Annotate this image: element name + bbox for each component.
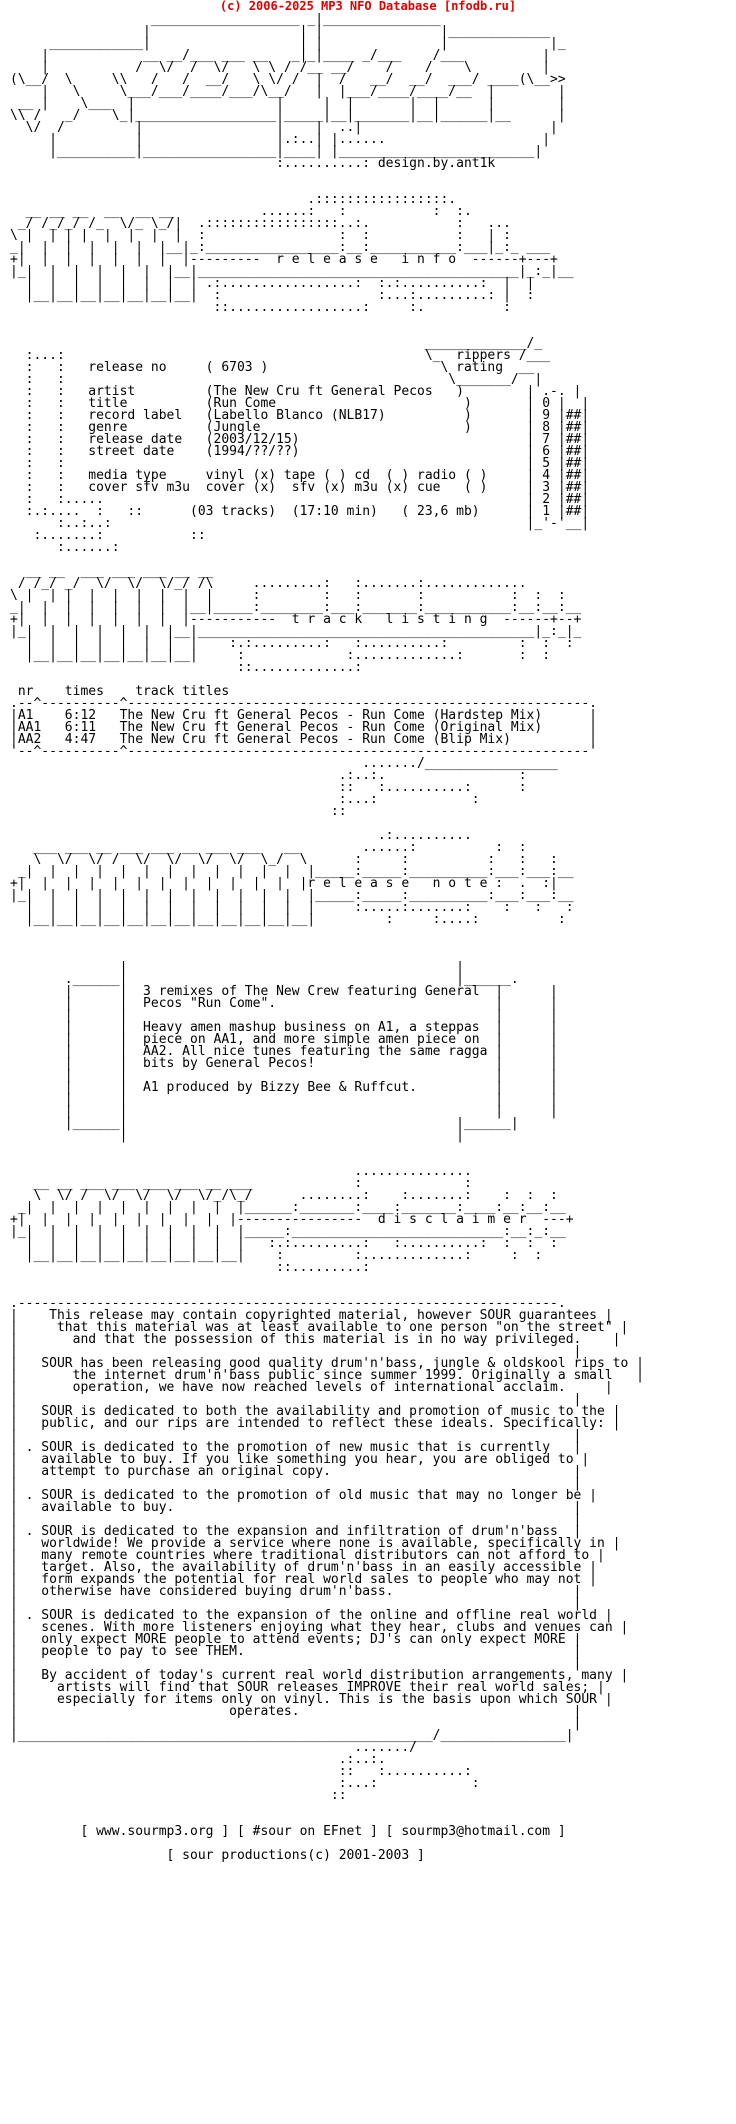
copyright-banner: (c) 2006-2025 MP3 NFO Database [nfodb.ru]	[219, 0, 517, 13]
nfo-text: ___________________ _|_______________ | | | |_____________ ____________| | | | |_ | __ __/___ ___ __ _|_|____ _/___ /___ | | / \/ / \/ \ \ / /__ __/ / / \ | (\__/ \ \\ / / __/ \ \/ / | / __/ __/ ___/ ____(\__>> | \ \___/___/____/___/\__/ | |___/____/____/__ | | __ | \___ | | | | | | | | \\ / _/ \_|__________________|_____|__|_______|__|______|__ | \/ / | | | ..| | | | |.:..| |...... | |__________|_________________|____| |_________________________| :..........: design.by.ant1k .:::::::::::::::::. __ __ __ __ __ __ ......: : : :. _/ /_/_/ /_ \/_ \_/| .:::::::::::::::::..:. : ... \ | | | | | | | | : : : : | : _| | | | | | |__|_:_________________:__:___________:___|_:_ ___ +| | | | | | | |--------- r e l e a s e i n f o ------+---+ |_| | | | | | |__|_________________________________________|_:_|__ | | | | | | | | .:.................: :.:..........: | | |__|__|__|__|__|__|__| : :...:.........: | : ::.................: :. : _____________/_ :...: \_ rippers /___ : : release no ( 6703 ) \ rating __ : : \_______/ | : : artist (The New Cru ft General Pecos ) | .-. | : : title (Run Come ) | 0 | | : : record label (Labello Blanco (NLB17) ) | 9 |##| : : genre (Jungle ) | 8 |##| : : release date (2003/12/15) | 7 |##| : : street date (1994/??/??) | 6 |##| : : | 5 |##| : : media type vinyl (x) tape ( ) cd ( ) radio ( ) | 4 |##| : : cover sfv m3u cover (x) sfv (x) m3u (x) cue ( ) | 3 |##| : :..... | 2 |##| :.:.... : :: (03 tracks) (17:10 min) ( 23,6 mb) | 1 |##| :..:..: |_'-'__| :.......: :: :......: __ __ ___ ___ ___ __ __ / /_/ _/ \/ \/ \/_/ /\ .........: :.......:............. \ | | | | | | | | | : : : : : : : _| | | | | | | |__|_____:________:___:_______:___________:__:__:__ +| | | | | | | |----------- t r a c k l i s t i n g ------+--+ |_| | | | | | |__|___________________________________________|_:_|_ | | | | | | | | :.:.........: :..........: : : : |__|__|__|__|__|__|__| : :.............: : : ::.............: nr times track titles .--^----------^-----------------------------------------------------------. |A1 6:12 The New Cru ft General Pecos - Run Come (Hardstep Mix) | |AA1 6:11 The New Cru ft General Pecos - Run Come (Original Mix) | |AA2 4:47 The New Cru ft General Pecos - Run Come (Blip Mix) | '--^----------^-----------------------------------------------------------' ......./_________________ .:..:. : :: :..........: : :...: : :: .:.......... ___ ___ __ ___ ___ __ ___ ___ __ ......: : : \ \/ \/ / \/ \/ \/ \/ \_/ \ : : : : : _| | | | | | | | | | | | |_____:_____:__________:___:___:__ +| | | | | | | | | | | | |r e l e a s e n o t e : . :| |_| | | | | | | | | | | | |_____:_____:__________:___:___:__ | | | | | | | | | | | | | :.....:.......: : : : |__|__|__|__|__|__|__|__|__|__|__|__| : :....: : | | .______| |______. | | 3 remixes of The New Crew featuring General | | | | Pecos "Run Come". | | | | | | | | Heavy amen mashup business on A1, a steppas | | | | piece on AA1, and more simple amen piece on | | | | AA2. All nice tunes featuring the same ragga | | | | bits by General Pecos! | | | | | | | | A1 produced by Bizzy Bee & Ruffcut. | | | | | | | | | | |______| |______| | | ............... __ __ ___ ___ ___ ___ __ ___ : : \ \/ / \/ \/ \/ \/_/\_/ ........: :.......: : : : _| | | | | | | | | |______:_______:____:_______:____:__:__:__ +| | | | | | | | | |---------------- d i s c l a i m e r ---+ |_| | | | | | | | | |_____:___________________________:__:_:__ | | | | | | | | | | :.:.........: :..........: : : : |__|__|__|__|__|__|__|__|__| : :.............: : : ::.........: .---------------------------------------------------------------------. | This release may contain copyrighted material, however SOUR guarantees | | that this material was at least available to one person "on the street" | | and that the possession of this material is in no way privileged. | | | | SOUR has been releasing good quality drum'n'bass, jungle & oldskool rips to | | the internet drum'n'bass public since summer 1999. Originally a small | | operation, we have now reached levels of international acclaim. | | | | SOUR is dedicated to both the availability and promotion of music to the | | public, and our rips are intended to reflect these ideals. Specifically: | | | | . SOUR is dedicated to the promotion of new music that is currently | | available to buy. If you like something you hear, you are obliged to | | attempt to purchase an original copy. | | | | . SOUR is dedicated to the promotion of old music that may no longer be | | available to buy. | | | | . SOUR is dedicated to the expansion and infiltration of drum'n'bass | | worldwide! We provide a service where none is available, specifically in | | many remote countries where traditional distributors can not afford to | | target. Also, the availability of drum'n'bass in an easily accessible | | form expands the potential for real world sales to people who may not | | otherwise have considered buying drum'n'bass. | | | | . SOUR is dedicated to the expansion of the online and offline real world | | scenes. With more listeners enjoying what they hear, clubs and venues can | | only expect MORE people to attend events; DJ's can only expect MORE | | people to pay to see THEM. | | | | By accident of today's current real world distribution arrangements, many | | artists will find that SOUR releases IMPROVE their real world sales; | | especially for items only on vinyl. This is the basis upon which SOUR | | operates. | | | |_____________________________________________________/________________| ......./ .:..:. :: :..........: :...: : :: [ www.sourmp3.org ] [ #sour on EFnet ] [ sourmp3@hotmail.com ] [ sour productions(c) 2001-2003 ]	[10, 12, 644, 1863]
